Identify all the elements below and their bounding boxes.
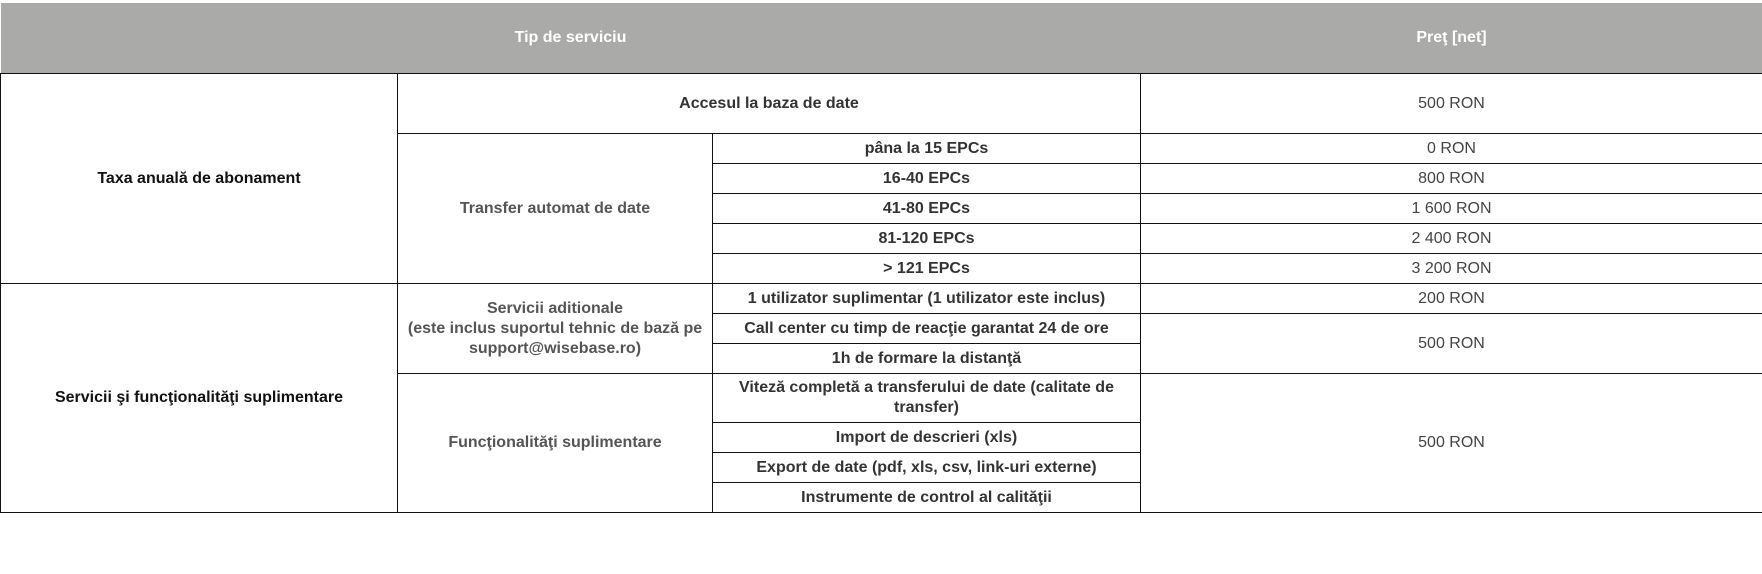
db-access-label: Accesul la baza de date (398, 74, 1141, 134)
table-row (1, 74, 1762, 134)
service-item-price: 200 RON (1141, 284, 1762, 314)
auto-transfer-label: Transfer automat de date (398, 134, 713, 284)
category-extra-services: Servicii şi funcţionalităţi suplimentare (1, 284, 398, 513)
service-group-price: 500 RON (1141, 314, 1762, 374)
tier-price: 0 RON (1141, 134, 1762, 164)
additional-services-note: (este inclus suportul tehnic de bază pe (407, 319, 703, 337)
tier-price: 1 600 RON (1141, 194, 1762, 224)
service-item-label: 1h de formare la distanţă (713, 344, 1141, 374)
features-price: 500 RON (1141, 374, 1762, 513)
support-email: support@wisebase.ro) (468, 339, 642, 357)
additional-services-title: Servicii aditionale (486, 299, 624, 317)
feature-item-label: Instrumente de control al calităţii (713, 483, 1141, 513)
tier-label: 41-80 EPCs (713, 194, 1141, 224)
tier-label: 16-40 EPCs (713, 164, 1141, 194)
category-annual-fee: Taxa anuală de abonament (1, 74, 398, 284)
tier-label: > 121 EPCs (713, 254, 1141, 284)
extra-features-label: Funcţionalităţi suplimentare (398, 374, 713, 513)
feature-item-label: Export de date (pdf, xls, csv, link-uri externe) (713, 453, 1141, 483)
feature-item-label: Viteză completă a transferului de date (calitate de transfer) (713, 374, 1141, 423)
feature-item-label: Import de descrieri (xls) (713, 423, 1141, 453)
table-row (1, 284, 1762, 314)
db-access-price: 500 RON (1141, 74, 1762, 134)
header-price: Preţ [net] (1141, 3, 1762, 74)
tier-label: pâna la 15 EPCs (713, 134, 1141, 164)
tier-label: 81-120 EPCs (713, 224, 1141, 254)
tier-price: 2 400 RON (1141, 224, 1762, 254)
pricing-table (0, 3, 1762, 513)
tier-price: 800 RON (1141, 164, 1762, 194)
service-item-label: 1 utilizator suplimentar (1 utilizator este inclus) (713, 284, 1141, 314)
tier-price: 3 200 RON (1141, 254, 1762, 284)
service-item-label: Call center cu timp de reacţie garantat 24 de ore (713, 314, 1141, 344)
additional-services-label (398, 284, 713, 374)
table-header-row (1, 3, 1762, 74)
header-service-type: Tip de serviciu (1, 3, 1141, 74)
